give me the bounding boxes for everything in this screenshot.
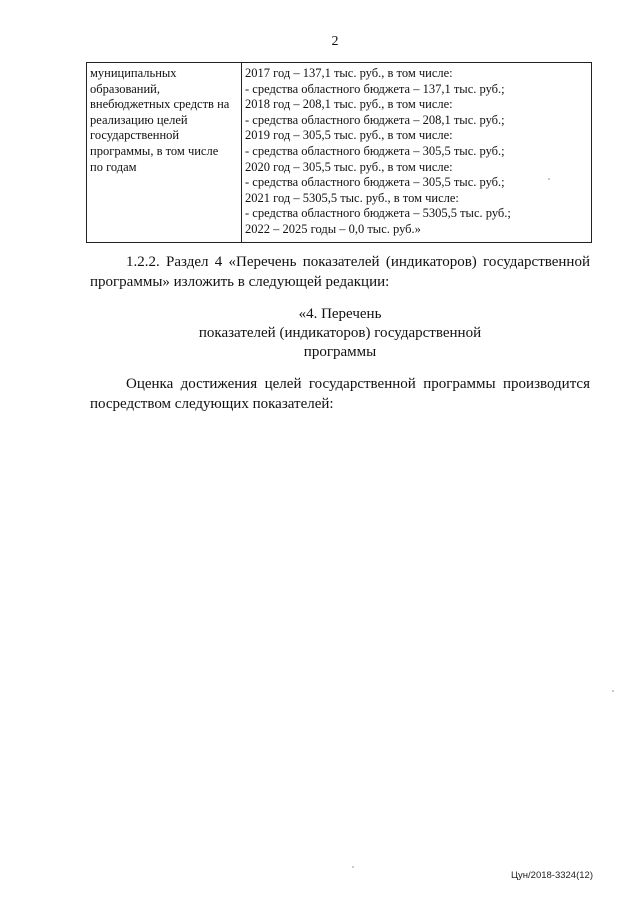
value-line: 2021 год – 5305,5 тыс. руб., в том числе: — [245, 190, 459, 205]
page-number: 2 — [331, 34, 339, 49]
heading-line: «4. Перечень — [298, 306, 382, 322]
value-line: - средства областного бюджета – 305,5 тыс. руб.; — [245, 175, 505, 190]
scan-speck — [612, 690, 614, 692]
scan-speck — [548, 178, 550, 180]
funding-table — [86, 62, 592, 243]
value-line: 2020 год – 305,5 тыс. руб., в том числе: — [245, 159, 453, 174]
heading-line: программы — [303, 344, 377, 360]
heading-line: показателей (индикаторов) государственной — [198, 325, 482, 341]
table-label-cell — [87, 63, 242, 243]
paragraph-first-line: Оценка достижения целей государственной программы производится — [126, 376, 590, 392]
value-line: 2018 год – 208,1 тыс. руб., в том числе: — [245, 97, 453, 112]
table-value-cell — [242, 63, 592, 243]
paragraph-first-line: 1.2.2. Раздел 4 «Перечень показателей (индикаторов) государственной — [126, 254, 590, 270]
paragraph-continuation: посредством следующих показателей: — [90, 396, 334, 412]
value-line: - средства областного бюджета – 5305,5 тыс. руб.; — [245, 206, 511, 221]
value-line: - средства областного бюджета – 305,5 тыс. руб.; — [245, 143, 505, 158]
document-code: Цун/2018-3324(12) — [511, 870, 593, 881]
value-line: 2019 год – 305,5 тыс. руб., в том числе: — [245, 128, 453, 143]
value-line: 2017 год – 137,1 тыс. руб., в том числе: — [245, 66, 453, 80]
paragraph-continuation: программы» изложить в следующей редакции: — [90, 274, 390, 290]
label-line: реализацию целей — [90, 112, 188, 127]
value-line: - средства областного бюджета – 208,1 тыс. руб.; — [245, 112, 505, 127]
label-line: программы, в том числе — [90, 143, 219, 158]
value-line: 2022 – 2025 годы – 0,0 тыс. руб.» — [245, 221, 421, 236]
label-line: образований, — [90, 81, 161, 96]
scan-speck — [352, 866, 354, 868]
label-line: внебюджетных средств на — [90, 97, 230, 112]
table-row — [87, 63, 592, 243]
value-line: - средства областного бюджета – 137,1 тыс. руб.; — [245, 81, 505, 96]
label-line: государственной — [90, 128, 180, 143]
amendment-paragraph — [90, 252, 590, 292]
section-heading — [90, 305, 590, 362]
label-line: муниципальных — [90, 66, 177, 80]
assessment-paragraph — [90, 374, 590, 414]
label-line: по годам — [90, 159, 137, 174]
